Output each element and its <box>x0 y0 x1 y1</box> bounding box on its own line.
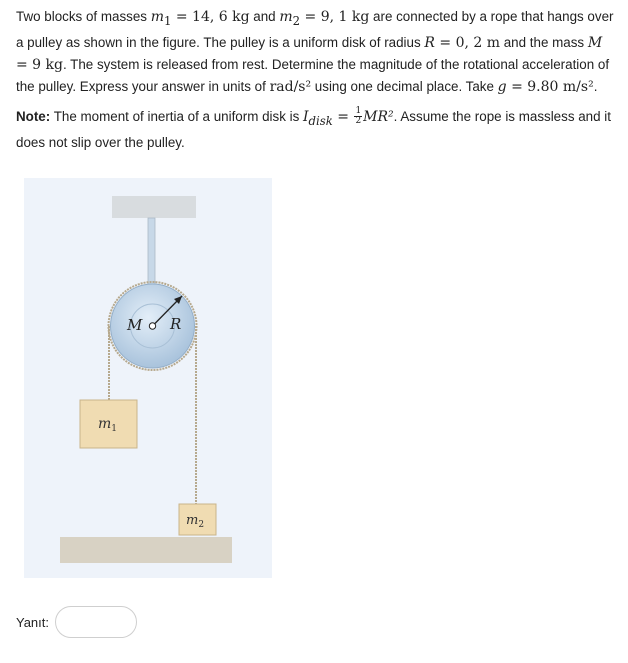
pulley-axle <box>149 323 155 329</box>
question-text <box>16 6 616 154</box>
ceiling-mount <box>112 196 196 218</box>
block-m1-label: $m_1$ <box>98 416 118 434</box>
question-paragraph: Two blocks of masses $m_1 = 14$, 6 kg and $m_2 = 9$, 1 kg are connected by a rope that hangs over a pulley as shown in the figure. The pulley is a uniform disk of radius R = 0, 2 m and the mass M = 9 kg. The system is released from rest. Determine the magnitude of the rotational acceleration of the pulley. Express your answer in units of rad/s² using one decimal place. Take g = 9.80 m/s². <box>16 9 614 95</box>
answer-label: Yanıt: <box>16 615 50 630</box>
floor <box>60 537 232 563</box>
block-m2-label: $m_2$ <box>186 513 205 530</box>
pulley-figure <box>24 178 272 578</box>
pulley-diagram <box>24 178 272 578</box>
answer-input[interactable] <box>55 606 137 638</box>
pulley-radius-label: R <box>170 315 182 333</box>
pulley-mass-label: M <box>127 316 143 334</box>
note-paragraph: Note: The moment of inertia of a uniform disk is $I_{disk}$ = $\frac{1}{2}$ MR². Assume the rope is massless and it does not slip over the pulley. <box>16 106 611 150</box>
